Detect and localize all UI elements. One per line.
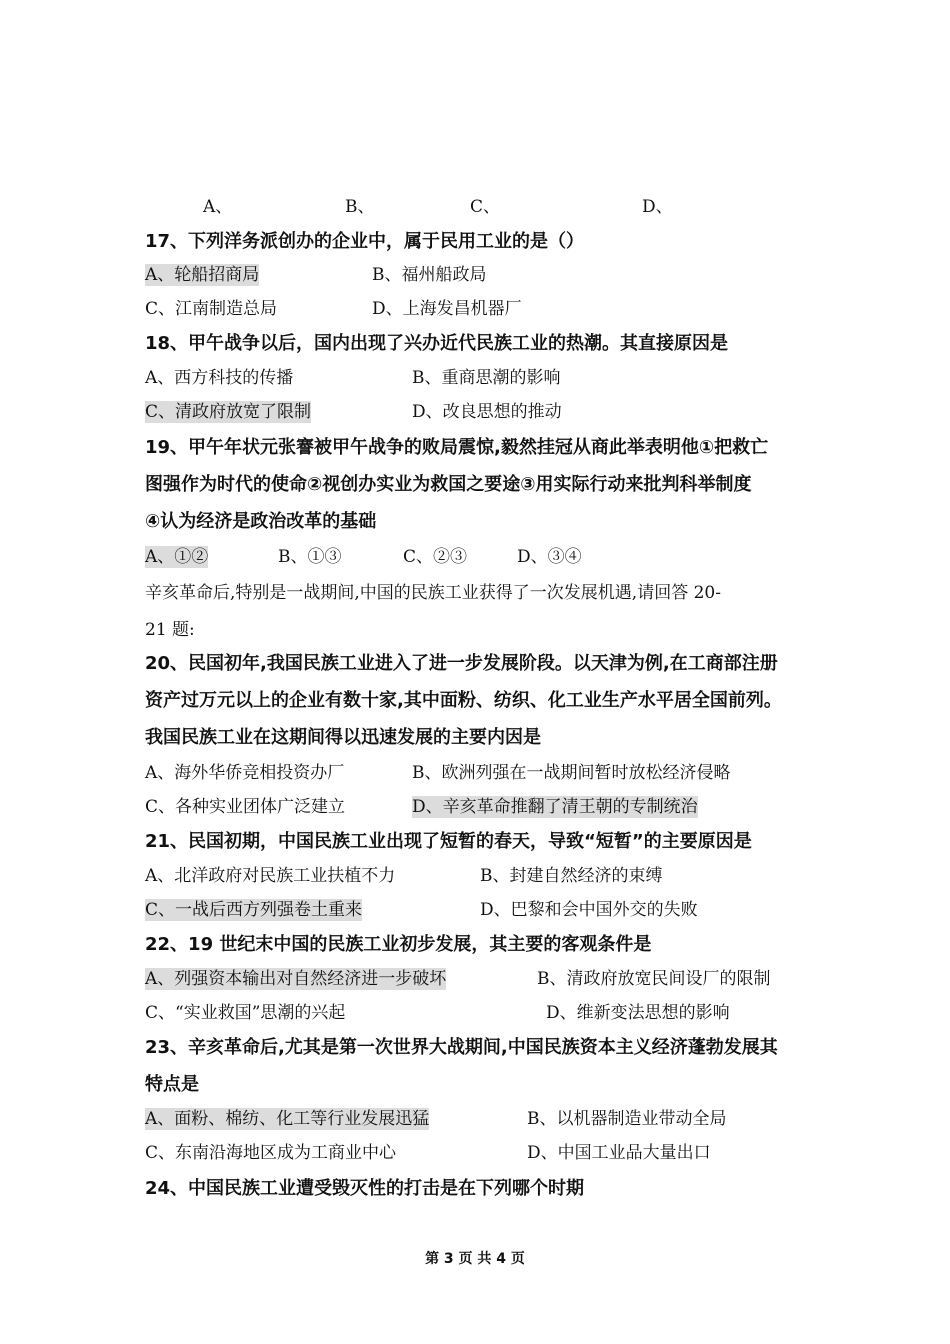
q20-option-c: C、各种实业团体广泛建立 bbox=[145, 797, 346, 817]
page-footer: 第 3 页 共 4 页 bbox=[425, 1251, 525, 1267]
q20-option-a: A、海外华侨竞相投资办厂 bbox=[145, 763, 345, 783]
q22-option-a: A、列强资本输出对自然经济进一步破坏 bbox=[145, 969, 447, 989]
q16-option-c: C、 bbox=[470, 197, 501, 217]
q20-stem-line2: 资产过万元以上的企业有数十家,其中面粉、纺织、化工业生产水平居全国前列。 bbox=[145, 690, 782, 711]
q16-option-b: B、 bbox=[345, 197, 375, 217]
q19-stem-line2: 图强作为时代的使命②视创办实业为救国之要途③用实际行动来批判科举制度 bbox=[145, 474, 752, 495]
q18-option-a: A、西方科技的传播 bbox=[145, 368, 294, 388]
q22-stem: 22、19 世纪末中国的民族工业初步发展，其主要的客观条件是 bbox=[145, 934, 652, 955]
q18-option-b: B、重商思潮的影响 bbox=[412, 368, 561, 388]
q20-option-d: D、辛亥革命推翻了清王朝的专制统治 bbox=[412, 797, 698, 817]
q17-option-c: C、江南制造总局 bbox=[145, 299, 278, 319]
q19-option-d: D、③④ bbox=[517, 547, 582, 567]
q21-stem: 21、民国初期，中国民族工业出现了短暂的春天，导致“短暂”的主要原因是 bbox=[145, 831, 752, 852]
q22-option-d: D、维新变法思想的影响 bbox=[546, 1003, 730, 1023]
q23-stem-line1: 23、辛亥革命后,尤其是第一次世界大战期间,中国民族资本主义经济蓬勃发展其 bbox=[145, 1037, 778, 1058]
q19-option-a: A、①② bbox=[145, 547, 209, 567]
q17-option-b: B、福州船政局 bbox=[372, 265, 487, 285]
q24-stem: 24、中国民族工业遭受毁灭性的打击是在下列哪个时期 bbox=[145, 1178, 585, 1199]
q19-option-c: C、②③ bbox=[403, 547, 468, 567]
q18-option-c: C、清政府放宽了限制 bbox=[145, 402, 312, 422]
q17-option-d: D、上海发昌机器厂 bbox=[372, 299, 522, 319]
q21-option-d: D、巴黎和会中国外交的失败 bbox=[480, 900, 698, 920]
q17-stem: 17、下列洋务派创办的企业中，属于民用工业的是（） bbox=[145, 231, 585, 252]
q23-option-d: D、中国工业品大量出口 bbox=[527, 1143, 711, 1163]
q18-option-d: D、改良思想的推动 bbox=[412, 402, 562, 422]
intro-line2: 21 题: bbox=[145, 620, 195, 640]
q20-option-b: B、欧洲列强在一战期间暂时放松经济侵略 bbox=[412, 763, 731, 783]
q20-stem-line3: 我国民族工业在这期间得以迅速发展的主要内因是 bbox=[145, 727, 541, 748]
intro-line1: 辛亥革命后,特别是一战期间,中国的民族工业获得了一次发展机遇,请回答 20- bbox=[145, 583, 721, 603]
q18-stem: 18、甲午战争以后，国内出现了兴办近代民族工业的热潮。其直接原因是 bbox=[145, 333, 729, 354]
q19-stem-line1: 19、甲午年状元张謇被甲午战争的败局震惊,毅然挂冠从商此举表明他①把救亡 bbox=[145, 437, 769, 458]
q16-option-a: A、 bbox=[203, 197, 233, 217]
q23-option-b: B、以机器制造业带动全局 bbox=[527, 1109, 727, 1129]
q22-option-b: B、清政府放宽民间设厂的限制 bbox=[537, 969, 771, 989]
q23-option-c: C、东南沿海地区成为工商业中心 bbox=[145, 1143, 397, 1163]
q16-option-d: D、 bbox=[642, 197, 673, 217]
q19-stem-line3: ④认为经济是政治改革的基础 bbox=[145, 511, 377, 532]
q23-option-a: A、面粉、棉纺、化工等行业发展迅猛 bbox=[145, 1109, 430, 1129]
q17-option-a: A、轮船招商局 bbox=[145, 265, 260, 285]
q23-stem-line2: 特点是 bbox=[145, 1074, 199, 1095]
q20-stem-line1: 20、民国初年,我国民族工业进入了进一步发展阶段。以天津为例,在工商部注册 bbox=[145, 653, 778, 674]
q21-option-a: A、北洋政府对民族工业扶植不力 bbox=[145, 866, 396, 886]
q22-option-c: C、“实业救国”思潮的兴起 bbox=[145, 1003, 346, 1023]
q21-option-c: C、一战后西方列强卷土重来 bbox=[145, 900, 363, 920]
q21-option-b: B、封建自然经济的束缚 bbox=[480, 866, 663, 886]
q19-option-b: B、①③ bbox=[278, 547, 342, 567]
